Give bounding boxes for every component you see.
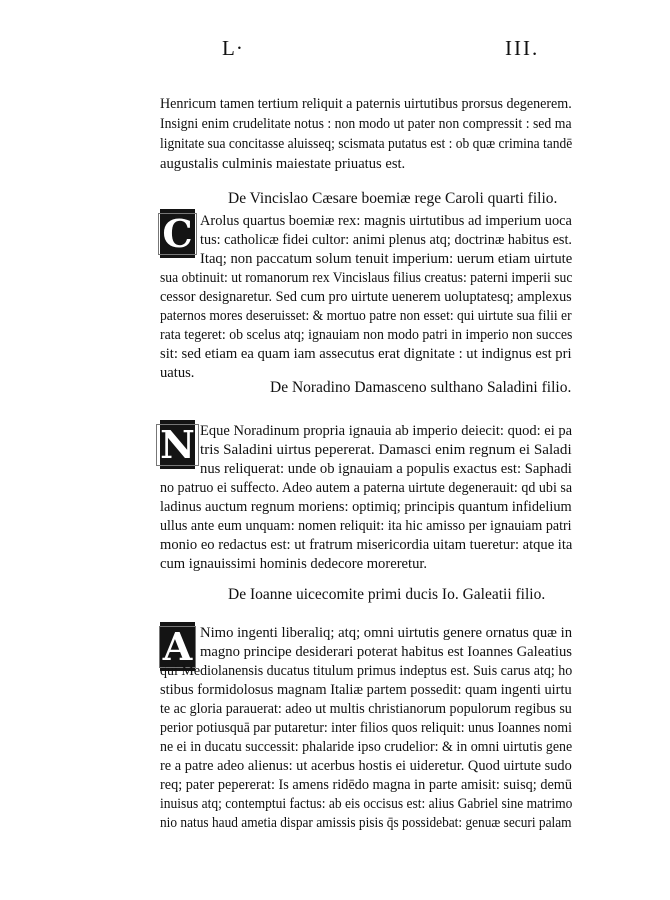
text-line: sit: sed etiam ea quam iam assecutus erat dignitate : ut indignus est pri	[160, 346, 572, 362]
text-line: cessor designaretur. Sed cum pro uirtute uenerem uoluptatesq; amplexus	[160, 289, 572, 305]
running-head-left: L·	[222, 36, 244, 60]
text-line: paternos mores deseruisset: & mortuo patre non esset: qui uirtute sua filii er	[160, 308, 572, 324]
text-line: augustalis culminis maiestate priuatus est.	[160, 156, 406, 172]
text-line: perior potiusquā par putaretur: inter filios quos reliquit: unus Ioannes nomi	[160, 720, 572, 736]
text-line: nio natus haud ametia dispar amissis pisis q̄s possidebat: genuæ securi palam	[160, 815, 572, 831]
text-line: ullus ante eum unquam: nomen reliquit: ita hic amisso per ignauiam patri	[160, 518, 572, 534]
decorated-initial: N	[160, 420, 195, 469]
text-line: Insigni enim crudelitate notus : non modo ut pater non compressit : sed ma	[160, 116, 572, 132]
decorated-initial: A	[160, 622, 195, 671]
text-line: Nimo ingenti liberaliq; atq; omni uirtutis genere ornatus quæ in	[200, 625, 573, 641]
text-line: tris Saladini uirtus pepererat. Damasci enim regnum ei Saladi	[200, 442, 572, 458]
section-heading: De Vincislao Cæsare boemiæ rege Caroli quarti filio.	[228, 190, 558, 207]
text-line: tus: catholicæ fidei cultor: animi plenus atq; doctrinæ habitus est.	[200, 232, 573, 248]
text-line: Itaq; non paccatum solum tenuit imperium: uerum etiam uirtute	[200, 251, 573, 267]
text-line: sua obtinuit: ut romanorum rex Vincislaus filius creatus: paterni imperii suc	[160, 270, 573, 286]
decorated-initial: C	[160, 209, 195, 258]
text-line: no patruo ei suffecto. Adeo autem a paterna uirtute degenerauit: qd ubi sa	[160, 480, 573, 496]
text-line: re a patre adeo alienus: ut acerbus hostis ei uideretur. Quod uirtute sudo	[160, 758, 572, 774]
text-line: magno principe desiderari poterat habitus est Ioannes Galeatius	[200, 644, 572, 660]
text-line: inuisus atq; contemptui factus: ab eis occisus est: alius Gabriel sine matrimo	[160, 796, 573, 812]
text-line: ladinus auctum regnum moriens: optimiq; principis quantum infidelium	[160, 499, 572, 515]
section-heading: De Ioanne uicecomite primi ducis Io. Galeatii filio.	[228, 586, 546, 603]
text-line: uatus.	[160, 365, 195, 381]
text-line: req; pater pepererat: Is amens ridēdo magna in parte amisit: suisq; demū	[160, 777, 573, 793]
text-line: te ac gloria parauerat: adeo ut multis christianorum populorum regibus su	[160, 701, 572, 717]
section-heading: De Noradino Damasceno sulthano Saladini filio.	[270, 379, 572, 396]
text-line: nus reliquerat: unde ob ignauiam a populis exactus est: Saphadi	[200, 461, 572, 477]
text-line: Henricum tamen tertium reliquit a paternis uirtutibus prorsus degenerem.	[160, 96, 572, 112]
text-line: Eque Noradinum propria ignauia ab imperio deiecit: quod: ei pa	[200, 423, 573, 439]
folio-number: III.	[505, 36, 540, 60]
text-line: monio eo redactus est: ut fratrum misericordia uitam tueretur: atque ita	[160, 537, 573, 553]
text-line: rata tegeret: ob scelus atq; ignauiam non modo patri in imperio non succes	[160, 327, 573, 343]
text-line: cum ignauissimi hominis dedecore moreretur.	[160, 556, 428, 572]
text-line: ne ei in ducatu successit: phalaride ipso crudelior: & in omni uirtutis gene	[160, 739, 573, 755]
text-line: Arolus quartus boemiæ rex: magnis uirtutibus ad imperium uoca	[200, 213, 572, 229]
text-line: lignitate sua concitasse aluisseq; scismata putatus est : ob quæ crimina tandē	[160, 136, 573, 152]
text-line: qui Mediolanensis ducatus titulum primus indeptus est. Suis carus atq; ho	[160, 663, 573, 679]
text-line: stibus formidolosus magnam Italiæ partem possedit: quam ingenti uirtu	[160, 682, 572, 698]
